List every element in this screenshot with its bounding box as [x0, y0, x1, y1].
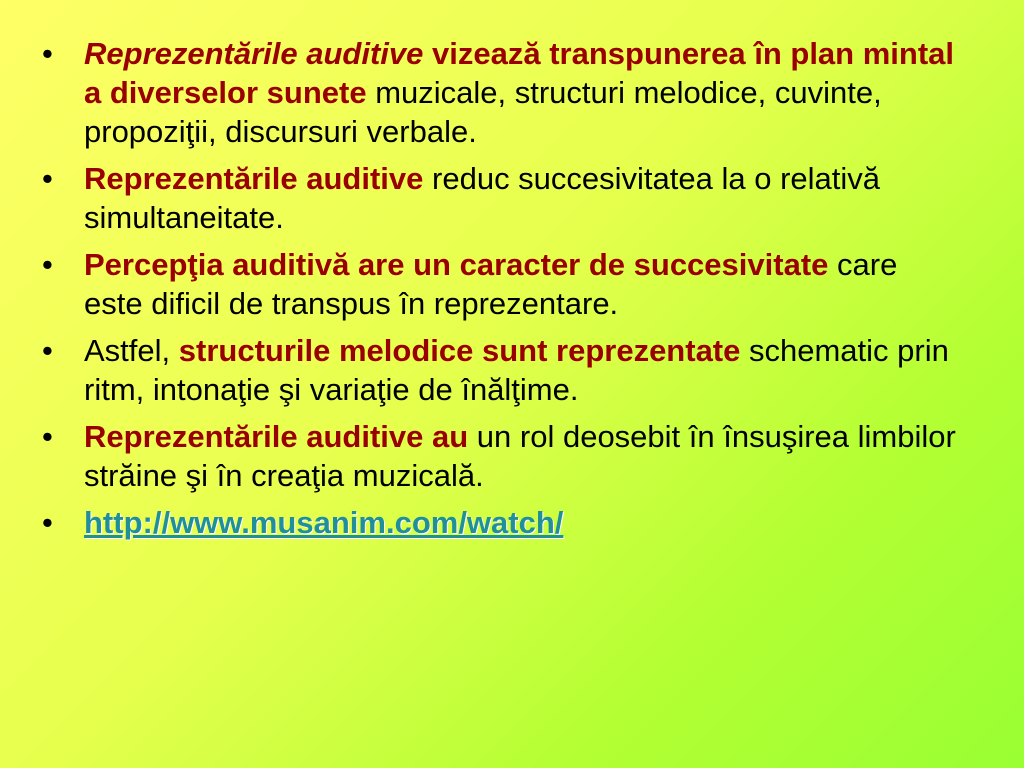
body-text: care este dificil de transpus în reprezentare. — [84, 247, 898, 321]
bullet-icon: • — [42, 333, 53, 368]
bullet-item-6 — [42, 503, 962, 542]
body-text: muzicale, structuri melodice, cuvinte, propoziţii, discursuri verbale. — [84, 75, 882, 149]
emphasis-text: vizează transpunerea în plan mintal a diverselor sunete — [84, 36, 955, 110]
emphasis-text: structurile melodice sunt reprezentate — [178, 333, 741, 368]
bullet-item-4 — [42, 331, 962, 409]
emphasis-text: Reprezentările auditive au — [84, 419, 469, 454]
body-text: schematic prin ritm, intonaţie şi variaţie de înălţime. — [84, 333, 949, 407]
body-text: Astfel, — [84, 333, 179, 368]
body-text: un rol deosebit în însuşirea limbilor străine şi în creaţia muzicală. — [84, 419, 956, 493]
bullet-icon: • — [42, 419, 53, 454]
emphasis-text: Percepţia auditivă are un caracter de succesivitate — [84, 247, 829, 282]
bullet-item-3 — [42, 245, 962, 323]
bullet-list — [42, 34, 962, 550]
body-text: reduc succesivitatea la o relativă simultaneitate. — [84, 161, 881, 235]
emphasis-text: Reprezentările auditive — [84, 161, 424, 196]
emphasis-term: Reprezentările auditive — [84, 36, 424, 71]
bullet-item-5 — [42, 417, 962, 495]
bullet-item-1 — [42, 34, 962, 151]
bullet-item-2 — [42, 159, 962, 237]
bullet-icon: • — [42, 36, 53, 71]
bullet-icon: • — [42, 247, 53, 282]
bullet-icon: • — [42, 161, 53, 196]
musanim-link[interactable]: http://www.musanim.com/watch/ — [84, 505, 564, 540]
bullet-icon: • — [42, 505, 53, 540]
